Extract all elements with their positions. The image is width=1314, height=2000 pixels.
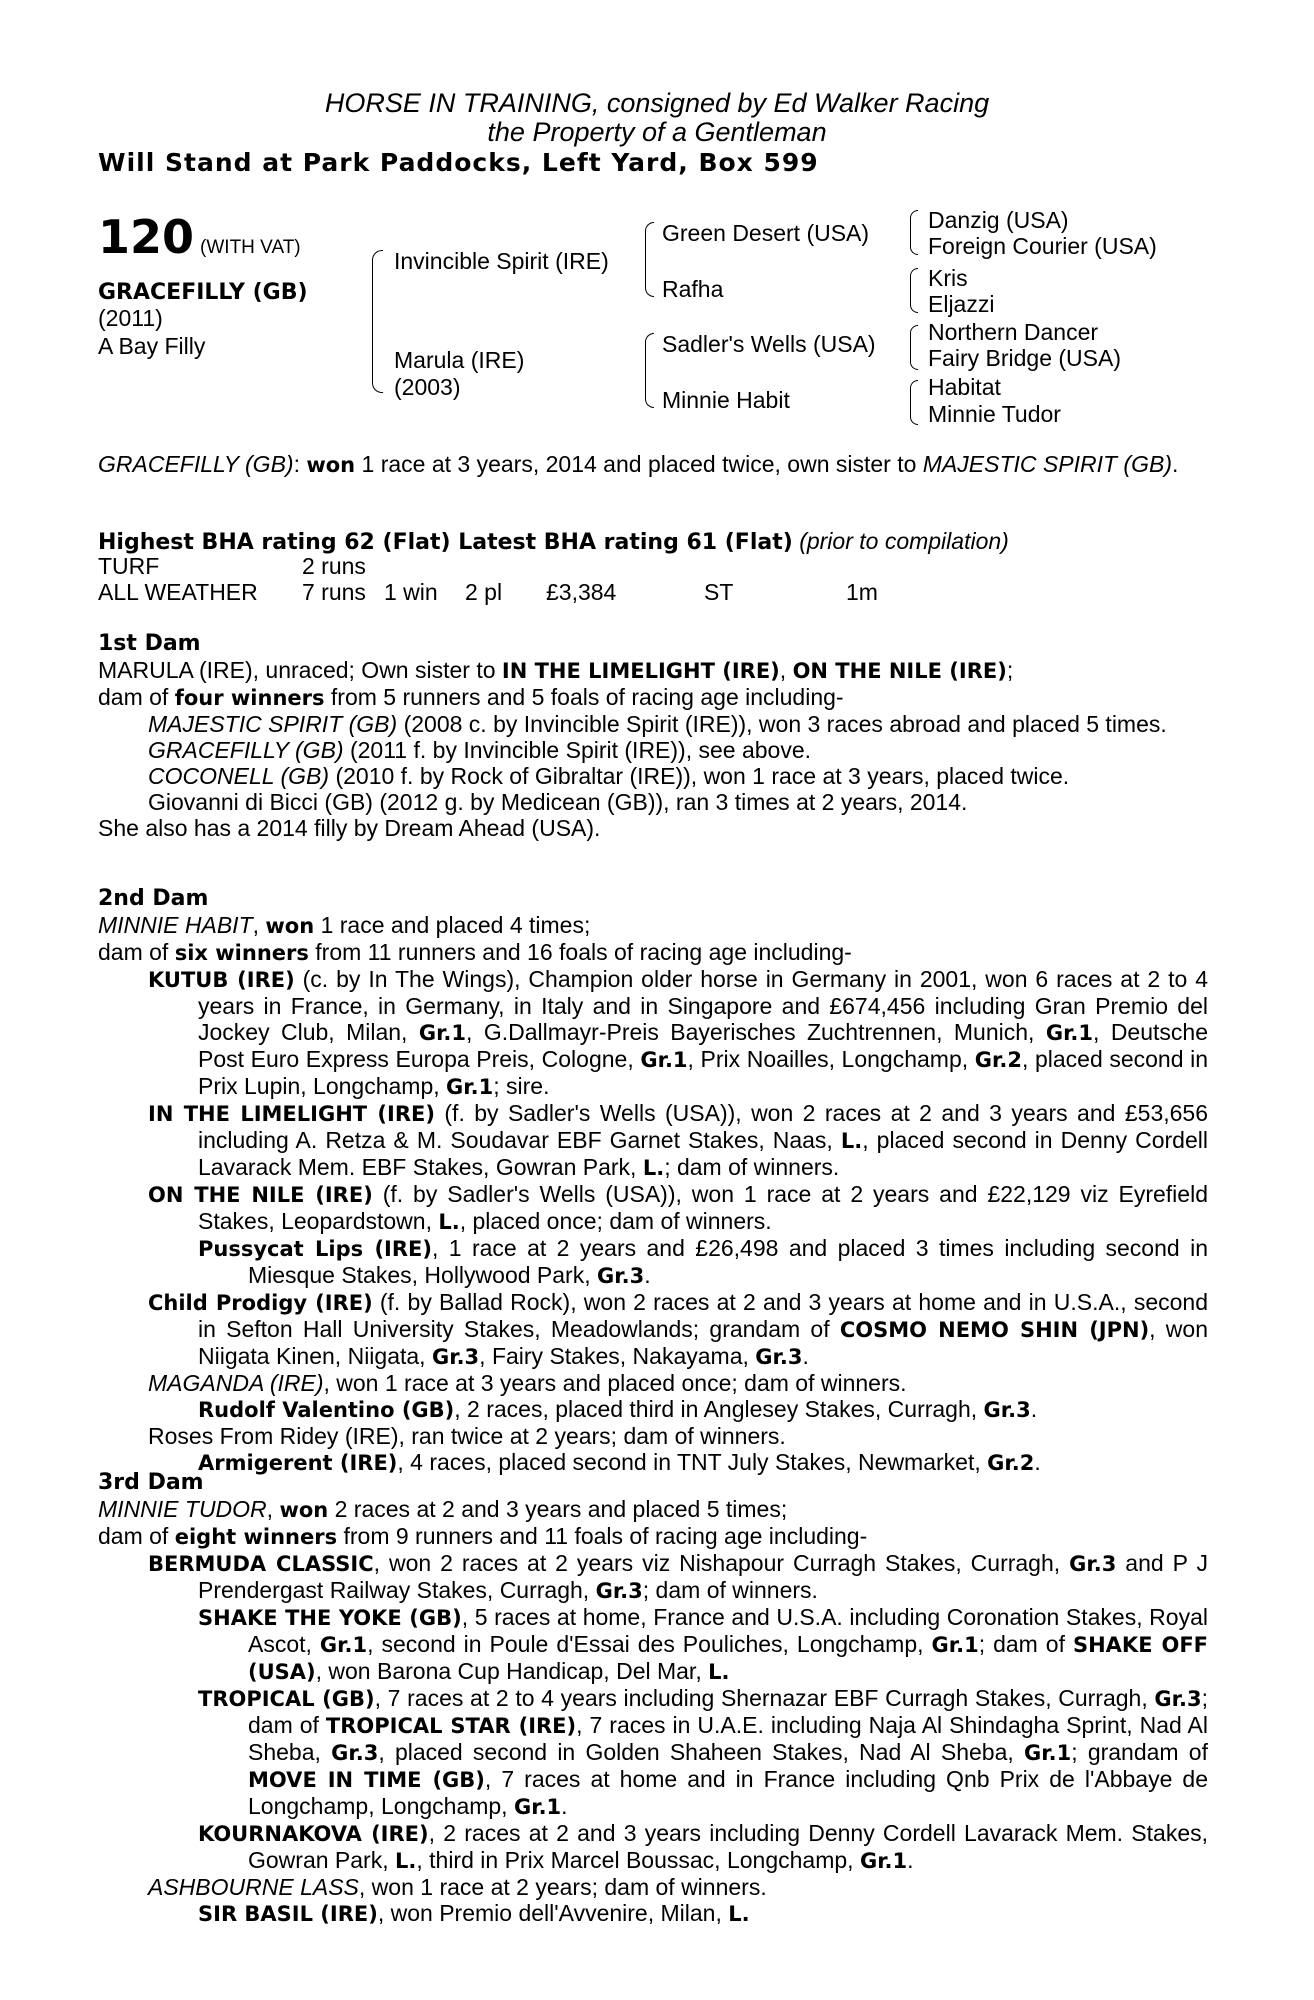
pedigree-brace (645, 371, 654, 408)
progeny-text: (2008 c. by Invincible Spirit (IRE)), won 3 races abroad and placed 5 times. (397, 711, 1167, 737)
aw-distance: 1m (846, 579, 878, 605)
pedigree-brace (645, 333, 654, 372)
horse-name: GRACEFILLY (GB) (98, 280, 308, 305)
progeny-name: MAGANDA (IRE) (148, 1370, 324, 1396)
pedigree-dds: Habitat (928, 374, 1001, 400)
aw-prize: £3,384 (546, 579, 617, 605)
progeny-text: ; dam of (248, 1685, 1208, 1738)
lot-vat: (WITH VAT) (200, 237, 301, 258)
pedigree-brace (910, 325, 918, 348)
progeny-text: , won 1 race at 2 years; dam of winners. (358, 1874, 767, 1900)
aw-going: ST (704, 579, 734, 605)
pedigree-brace (910, 380, 918, 403)
progeny-bold: TROPICAL STAR (IRE) (325, 1714, 577, 1738)
third-dam-text: dam of (98, 1523, 175, 1549)
progeny-text: , won Premio dell'Avvenire, Milan, (377, 1900, 729, 1926)
grade: L. (708, 1660, 730, 1684)
second-dam-section (98, 886, 1208, 1476)
grade: Gr.1 (319, 1633, 368, 1657)
grade: Gr.2 (987, 1451, 1035, 1475)
first-dam-bold: four winners (174, 686, 325, 710)
pedigree-dsd: Fairy Bridge (USA) (928, 345, 1121, 371)
progeny-text: , third in Prix Marcel Boussac, Longchamp, (416, 1847, 860, 1873)
progeny-text: , G.Dallmayr-Preis Bayerisches Zuchtrennen, Munich, (466, 1019, 1046, 1045)
third-dam-section (98, 1470, 1208, 1927)
progeny-text: Roses From Ridey (IRE), ran twice at 2 years; dam of winners. (148, 1423, 786, 1449)
progeny-text: (2010 f. by Rock of Gibraltar (IRE)), won 1 race at 3 years, placed twice. (329, 763, 1070, 789)
progeny-text: , second in Poule d'Essai des Pouliches, Longchamp, (367, 1631, 932, 1657)
progeny-text: , placed once; dam of winners. (459, 1208, 772, 1234)
pedigree-ds: Sadler's Wells (USA) (662, 331, 876, 357)
progeny-name: KUTUB (IRE) (148, 968, 295, 992)
grade: Gr.1 (859, 1849, 908, 1873)
pedigree-sire: Invincible Spirit (IRE) (394, 248, 609, 274)
pedigree-ss: Green Desert (USA) (662, 220, 870, 246)
progeny-text: , Fairy Stakes, Nakayama, (479, 1343, 756, 1369)
pedigree-sdd: Eljazzi (928, 291, 995, 317)
third-dam-name: MINNIE TUDOR (98, 1496, 267, 1522)
progeny-text: ; sire. (493, 1073, 550, 1099)
progeny-text: , 5 races at home, France and U.S.A. including Coronation Stakes, Royal Ascot, (248, 1604, 1208, 1657)
progeny-text: Giovanni di Bicci (GB) (2012 g. by Medicean (GB)), ran 3 times at 2 years, 2014. (148, 789, 968, 815)
progeny-text: , Deutsche Post Euro Express Europa Preis, Cologne, (198, 1019, 1208, 1072)
grade: Gr.3 (431, 1345, 480, 1369)
pedigree-brace (910, 347, 918, 370)
progeny-name: BERMUDA CLASSIC (148, 1552, 374, 1576)
lot-info (98, 212, 301, 262)
pedigree-dd: Minnie Habit (662, 387, 790, 413)
progeny-text: ; dam of winners. (642, 1577, 818, 1603)
third-dam-bold: eight winners (174, 1525, 338, 1549)
grade: Gr.1 (1045, 1021, 1094, 1045)
turf-runs: 2 runs (302, 553, 366, 579)
rating-section (98, 528, 1208, 556)
aw-runs: 7 runs (302, 579, 366, 605)
progeny-name: GRACEFILLY (GB) (148, 737, 344, 763)
first-dam-bold: IN THE LIMELIGHT (IRE) (501, 659, 780, 683)
pedigree-brace (910, 290, 918, 313)
progeny-text: . (1030, 1396, 1038, 1422)
progeny-bold: SHAKE OFF (USA) (248, 1633, 1209, 1684)
progeny-name: ON THE NILE (IRE) (148, 1183, 373, 1207)
progeny-name: MAJESTIC SPIRIT (GB) (148, 711, 398, 737)
progeny-text: , won Barona Cup Handicap, Del Mar, (315, 1658, 709, 1684)
second-dam-text: 1 race and placed 4 times; (314, 912, 591, 938)
progeny-text: , 7 races at 2 to 4 years including Shernazar EBF Curragh Stakes, Curragh, (374, 1685, 1155, 1711)
summary-text: . (1171, 451, 1179, 477)
summary-name: GRACEFILLY (GB) (98, 451, 294, 477)
horse-description: A Bay Filly (98, 333, 206, 359)
progeny-name: ASHBOURNE LASS (148, 1874, 359, 1900)
progeny-text: . (644, 1262, 651, 1288)
pedigree-brace (910, 268, 918, 291)
grade: Gr.3 (755, 1345, 803, 1369)
progeny-text: (f. by Ballad Rock), won 2 races at 2 and 3 years at home and in U.S.A., second in Sefton Hall University Stakes, Meadowlands; grandam of (198, 1289, 1208, 1342)
grade: Gr.3 (1069, 1552, 1117, 1576)
progeny-text: , won 1 race at 3 years and placed once; dam of winners. (323, 1370, 907, 1396)
race-summary (98, 451, 1208, 478)
header-line-1: HORSE IN TRAINING, consigned by Ed Walker Racing (324, 88, 990, 118)
second-dam-heading: 2nd Dam (98, 886, 209, 911)
grade: Gr.3 (331, 1741, 379, 1765)
pedigree-ssd: Foreign Courier (USA) (928, 233, 1157, 259)
first-dam-also: She also has a 2014 filly by Dream Ahead (USA). (98, 815, 601, 841)
grade: L. (840, 1129, 863, 1153)
second-dam-text: from 11 runners and 16 foals of racing age including- (308, 939, 852, 965)
progeny-text: , Prix Noailles, Longchamp, (687, 1046, 975, 1072)
progeny-text: ; dam of (978, 1631, 1073, 1657)
progeny-text: (f. by Sadler's Wells (USA)), won 1 race at 2 years and £22,129 viz Eyrefield Stakes, Leopardstown, (198, 1181, 1208, 1234)
progeny-text: , placed second in Golden Shaheen Stakes, Nad Al Sheba, (378, 1739, 1024, 1765)
grade: Gr.3 (595, 1579, 643, 1603)
progeny-name: KOURNAKOVA (IRE) (198, 1822, 429, 1846)
progeny-text: , 2 races at 2 and 3 years including Denny Cordell Lavarack Mem. Stakes, Gowran Park, (248, 1820, 1209, 1873)
first-dam-section (98, 631, 1208, 841)
progeny-text: . (802, 1343, 809, 1369)
progeny-name: Child Prodigy (IRE) (148, 1291, 373, 1315)
progeny-text: , placed second in Prix Lupin, Longchamp, (198, 1046, 1209, 1099)
progeny-text: , won Niigata Kinen, Niigata, (198, 1316, 1208, 1369)
first-dam-bold: ON THE NILE (IRE) (792, 659, 1007, 683)
progeny-text: . (1034, 1449, 1041, 1475)
summary-text: : (293, 451, 307, 477)
progeny-text: and P J Prendergast Railway Stakes, Curragh, (198, 1550, 1208, 1603)
grade: Gr.1 (513, 1795, 562, 1819)
summary-text: 1 race at 3 years, 2014 and placed twice, own sister to (355, 451, 923, 477)
grade: L. (728, 1902, 750, 1926)
progeny-text: . (561, 1793, 568, 1819)
first-dam-text: , (779, 657, 793, 683)
summary-sister: MAJESTIC SPIRIT (GB) (922, 451, 1172, 477)
aw-placed: 2 pl (465, 579, 503, 605)
progeny-text: (c. by In The Wings), Champion older horse in Germany in 2001, won 6 races at 2 to 4 years in France, in Germany, in Italy and in Singapore and £674,456 including Gran Premio del Jockey Club, Milan, (198, 966, 1208, 1045)
grade: Gr.1 (418, 1021, 467, 1045)
second-dam-bold: six winners (174, 941, 309, 965)
progeny-name: TROPICAL (GB) (198, 1687, 375, 1711)
third-dam-text: 2 races at 2 and 3 years and placed 5 times; (328, 1496, 788, 1522)
pedigree-sds: Kris (928, 265, 968, 291)
pedigree-dam: Marula (IRE) (394, 347, 525, 373)
turf-label: TURF (98, 553, 160, 579)
grade: Gr.1 (446, 1075, 494, 1099)
rating-note: (prior to compilation) (799, 528, 1009, 554)
grade: Gr.3 (983, 1398, 1031, 1422)
progeny-bold: COSMO NEMO SHIN (JPN) (839, 1318, 1150, 1342)
pedigree-brace (372, 330, 383, 393)
lot-number: 120 (98, 210, 195, 264)
progeny-name: COCONELL (GB) (148, 763, 330, 789)
pedigree-brace (910, 210, 918, 233)
grade: L. (642, 1156, 665, 1180)
pedigree-dam-year: (2003) (394, 374, 461, 400)
third-dam-bold: won (279, 1498, 329, 1522)
pedigree-brace (910, 402, 918, 425)
progeny-text: , 7 races in U.A.E. including Naja Al Shindagha Sprint, Nad Al Sheba, (248, 1712, 1208, 1765)
pedigree-ddd: Minnie Tudor (928, 401, 1061, 427)
progeny-name: Rudolf Valentino (GB) (198, 1398, 455, 1422)
grade: Gr.3 (1154, 1687, 1202, 1711)
progeny-text: , 4 races, placed second in TNT July Stakes, Newmarket, (397, 1449, 988, 1475)
summary-won: won (306, 453, 356, 477)
rating-heading: Highest BHA rating 62 (Flat) Latest BHA rating 61 (Flat) (98, 530, 793, 555)
progeny-bold: MOVE IN TIME (GB) (248, 1768, 485, 1792)
aw-wins: 1 win (384, 579, 438, 605)
progeny-name: Pussycat Lips (IRE) (198, 1237, 432, 1261)
grade: L. (438, 1210, 460, 1234)
first-dam-text: from 5 runners and 5 foals of racing age including- (324, 684, 844, 710)
progeny-name: SHAKE THE YOKE (GB) (198, 1606, 462, 1630)
progeny-text: (2011 f. by Invincible Spirit (IRE)), see above. (343, 737, 812, 763)
progeny-text: (f. by Sadler's Wells (USA)), won 2 races at 2 and 3 years and £53,656 including A. Retza & M. Soudavar EBF Garnet Stakes, Naas, (198, 1100, 1208, 1153)
grade: Gr.1 (640, 1048, 688, 1072)
header-line-3: Will Stand at Park Paddocks, Left Yard, Box 599 (98, 148, 819, 177)
header-line-2: the Property of a Gentleman (487, 117, 827, 147)
aw-label: ALL WEATHER (98, 579, 258, 605)
second-dam-text: dam of (98, 939, 175, 965)
progeny-text: , placed second in Denny Cordell Lavarack Mem. EBF Stakes, Gowran Park, (198, 1127, 1208, 1180)
progeny-name: Armigerent (IRE) (198, 1451, 398, 1475)
pedigree-sss: Danzig (USA) (928, 207, 1069, 233)
pedigree-brace (910, 232, 918, 255)
pedigree-sd: Rafha (662, 276, 724, 302)
progeny-text: , won 2 races at 2 years viz Nishapour Curragh Stakes, Curragh, (373, 1550, 1070, 1576)
first-dam-heading: 1st Dam (98, 631, 201, 656)
progeny-text: ; grandam of (1071, 1739, 1208, 1765)
grade: Gr.1 (1024, 1741, 1072, 1765)
progeny-name: SIR BASIL (IRE) (198, 1902, 378, 1926)
second-dam-text: , (252, 912, 266, 938)
first-dam-text: MARULA (IRE), unraced; Own sister to (98, 657, 502, 683)
progeny-name: IN THE LIMELIGHT (IRE) (148, 1102, 435, 1126)
progeny-text: , 7 races at home and in France including Qnb Prix de l'Abbaye de Longchamp, Longchamp, (248, 1766, 1208, 1819)
horse-year: (2011) (98, 305, 163, 331)
third-dam-text: , (266, 1496, 280, 1522)
third-dam-heading: 3rd Dam (98, 1470, 204, 1495)
grade: Gr.2 (974, 1048, 1022, 1072)
pedigree-dss: Northern Dancer (928, 319, 1099, 345)
progeny-text: , 1 race at 2 years and £26,498 and placed 3 times including second in Miesque Stakes, Hollywood Park, (248, 1235, 1208, 1288)
grade: Gr.3 (597, 1264, 645, 1288)
pedigree-brace (645, 222, 654, 261)
first-dam-text: ; (1006, 657, 1014, 683)
progeny-text: . (907, 1847, 914, 1873)
second-dam-name: MINNIE HABIT (98, 912, 253, 938)
pedigree-brace (645, 260, 654, 297)
second-dam-bold: won (265, 914, 315, 938)
first-dam-text: dam of (98, 684, 175, 710)
grade: Gr.1 (931, 1633, 979, 1657)
pedigree-brace (372, 250, 383, 331)
third-dam-text: from 9 runners and 11 foals of racing age including- (337, 1523, 868, 1549)
progeny-text: ; dam of winners. (664, 1154, 840, 1180)
grade: L. (395, 1849, 417, 1873)
progeny-text: , 2 races, placed third in Anglesey Stakes, Curragh, (454, 1396, 984, 1422)
